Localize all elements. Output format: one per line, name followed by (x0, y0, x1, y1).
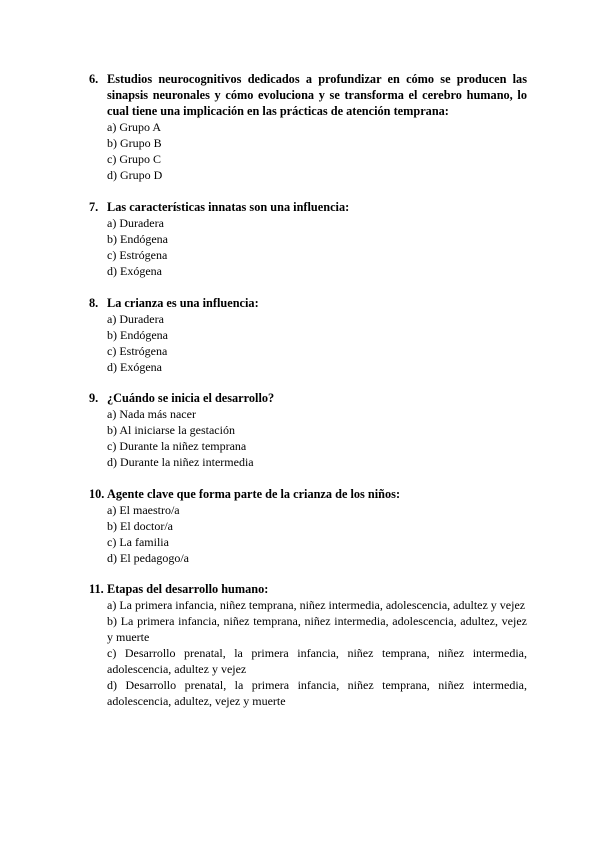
option-list (107, 406, 527, 470)
option-d[interactable]: d) El pedagogo/a (107, 551, 189, 565)
question-number: 10. (89, 487, 105, 501)
option-b[interactable]: b) Endógena (107, 328, 168, 342)
question-heading (89, 581, 527, 597)
question-8 (89, 295, 527, 375)
option-list (107, 502, 527, 566)
option-list (107, 597, 527, 709)
question-number: 6. (89, 72, 99, 86)
question-text: Etapas del desarrollo humano: (107, 582, 269, 596)
question-10 (89, 486, 527, 566)
option-c[interactable]: c) Durante la niñez temprana (107, 439, 247, 453)
option-list (107, 215, 527, 279)
option-b[interactable]: b) Endógena (107, 232, 168, 246)
option-c[interactable]: c) Desarrollo prenatal, la primera infancia, niñez temprana, niñez intermedia, adolescencia, adultez y vejez (107, 646, 527, 676)
question-text: La crianza es una influencia: (107, 296, 259, 310)
option-b[interactable]: b) El doctor/a (107, 519, 173, 533)
option-a[interactable]: a) Duradera (107, 216, 164, 230)
question-number: 7. (89, 200, 99, 214)
option-c[interactable]: c) Estrógena (107, 248, 168, 262)
option-b[interactable]: b) Al iniciarse la gestación (107, 423, 235, 437)
question-7 (89, 199, 527, 279)
question-heading (89, 199, 527, 215)
option-a[interactable]: a) El maestro/a (107, 503, 180, 517)
option-a[interactable]: a) Nada más nacer (107, 407, 196, 421)
option-a[interactable]: a) Duradera (107, 312, 164, 326)
question-heading (89, 71, 527, 119)
question-text: Agente clave que forma parte de la crianza de los niños: (107, 487, 401, 501)
option-list (107, 119, 527, 183)
question-text: Las características innatas son una influencia: (107, 200, 350, 214)
question-11 (89, 581, 527, 709)
option-c[interactable]: c) La familia (107, 535, 169, 549)
question-6 (89, 71, 527, 183)
option-c[interactable]: c) Grupo C (107, 152, 161, 166)
question-number: 8. (89, 296, 99, 310)
question-heading (89, 486, 527, 502)
option-a[interactable]: a) La primera infancia, niñez temprana, niñez intermedia, adolescencia, adultez y vejez (107, 598, 526, 612)
option-d[interactable]: d) Durante la niñez intermedia (107, 455, 254, 469)
question-number: 11. (89, 582, 104, 596)
option-a[interactable]: a) Grupo A (107, 120, 161, 134)
option-d[interactable]: d) Exógena (107, 264, 162, 278)
option-d[interactable]: d) Exógena (107, 360, 162, 374)
option-c[interactable]: c) Estrógena (107, 344, 168, 358)
question-heading (89, 295, 527, 311)
question-number: 9. (89, 391, 99, 405)
question-heading (89, 390, 527, 406)
option-d[interactable]: d) Grupo D (107, 168, 163, 182)
option-list (107, 311, 527, 375)
question-text: Estudios neurocognitivos dedicados a profundizar en cómo se producen las sinapsis neuronales y cómo evoluciona y se transforma el cerebro humano, lo cual tiene una implicación en las prácticas de atención temprana: (107, 72, 527, 118)
option-d[interactable]: d) Desarrollo prenatal, la primera infancia, niñez temprana, niñez intermedia, adolescencia, adultez, vejez y muerte (107, 678, 527, 708)
question-9 (89, 390, 527, 470)
option-b[interactable]: b) La primera infancia, niñez temprana, niñez intermedia, adolescencia, adultez, vejez y muerte (107, 614, 527, 644)
question-text: ¿Cuándo se inicia el desarrollo? (107, 391, 275, 405)
option-b[interactable]: b) Grupo B (107, 136, 162, 150)
